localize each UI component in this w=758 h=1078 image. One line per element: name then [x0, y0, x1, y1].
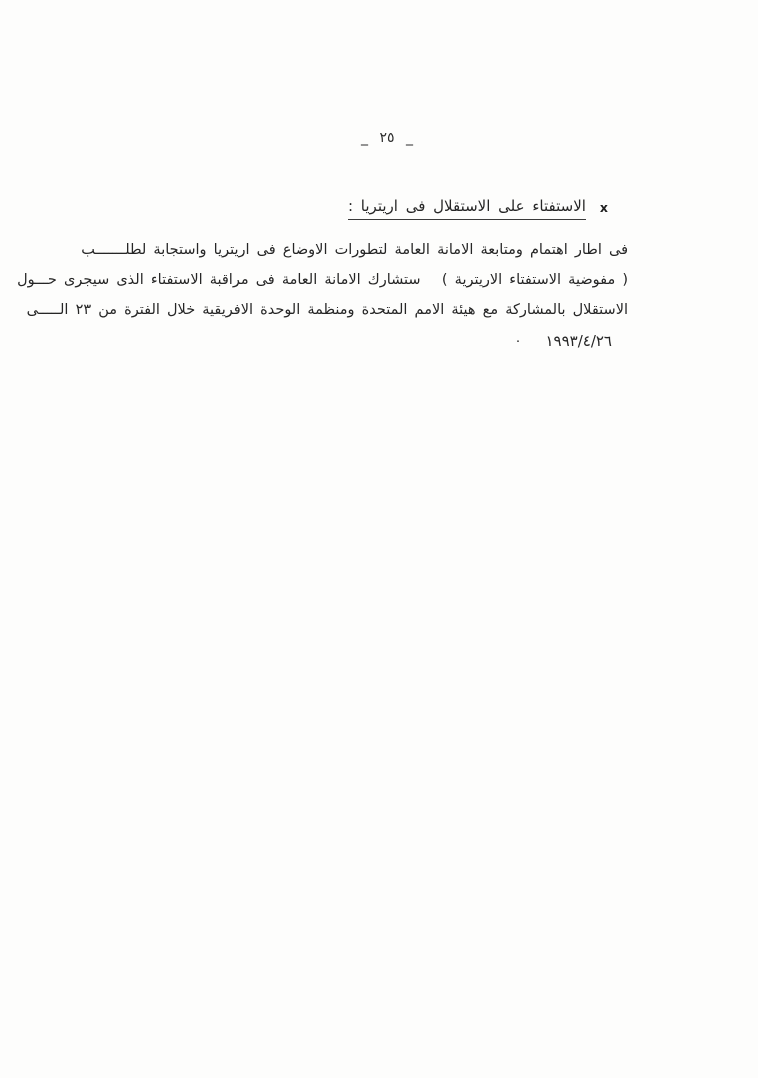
paragraph-line-1: فى اطار اهتمام ومتابعة الامانة العامة لتطورات الاوضاع فى اريتريا واستجابة لطلـــــــب	[81, 242, 628, 258]
paragraph-line-3: الاستقلال بالمشاركة مع هيئة الامم المتحدة ومنظمة الوحدة الافريقية خلال الفترة من ٢٣ الـــــى	[26, 302, 628, 318]
body-paragraph	[17, 238, 628, 328]
date-line	[515, 332, 613, 350]
section-bullet-x: x	[599, 200, 608, 215]
sentence-end-dot: ٠	[514, 333, 522, 349]
section-heading-title: الاستفتاء على الاستقلال فى اريتريا :	[348, 197, 586, 220]
section-heading-row	[348, 197, 608, 220]
date-value: ١٩٩٣/٤/٢٦	[545, 332, 612, 350]
page-number: _ ٢٥ _	[361, 130, 413, 146]
paragraph-line-2: ( مفوضية الاستفتاء الاريترية ) ستشارك الامانة العامة فى مراقبة الاستفتاء الذى سيجرى حـــول	[17, 272, 628, 288]
